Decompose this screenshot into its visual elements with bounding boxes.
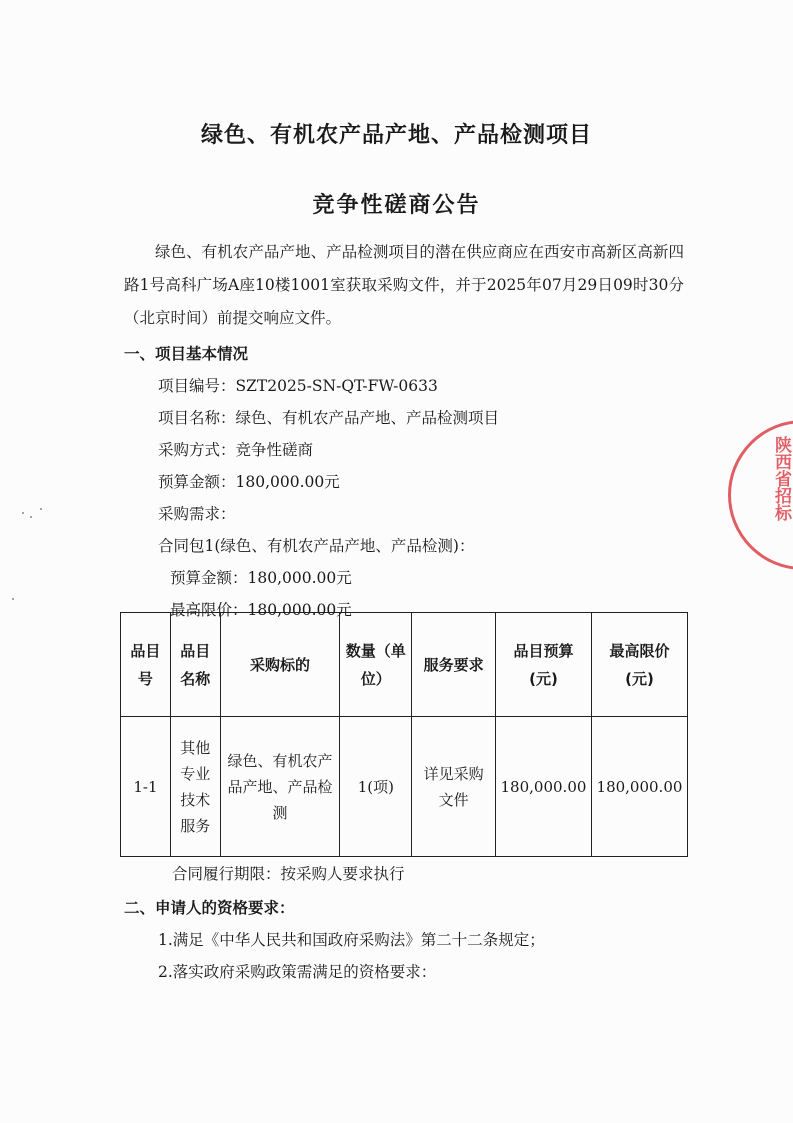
cell-item-name: 其他专业技术服务 <box>170 717 220 857</box>
qualification-item-2: 2.落实政府采购政策需满足的资格要求： <box>158 963 437 981</box>
intro-paragraph: 绿色、有机农产品产地、产品检测项目的潜在供应商应在西安市高新区高新四路1号高科广场A座10楼1001室获取采购文件，并于2025年07月29日09时30分（北京时间）前提交响应文件。 <box>124 243 684 327</box>
qualification-item-1: 1.满足《中华人民共和国政府采购法》第二十二条规定； <box>158 931 545 949</box>
procurement-method: 采购方式：竞争性磋商 <box>158 441 314 459</box>
cell-service: 详见采购文件 <box>412 717 496 857</box>
cell-max-price: 180,000.00 <box>591 717 687 857</box>
table-row <box>121 717 688 857</box>
scan-speck <box>22 512 24 514</box>
contract-package: 合同包1(绿色、有机农产品产地、产品检测)： <box>158 537 475 555</box>
scan-speck <box>12 598 14 600</box>
cell-quantity: 1(项) <box>340 717 412 857</box>
header-quantity: 数量（单位） <box>340 613 412 717</box>
scan-speck <box>40 508 42 510</box>
items-table <box>120 612 688 857</box>
header-budget: 品目预算(元) <box>495 613 591 717</box>
cell-target: 绿色、有机农产品产地、产品检测 <box>220 717 340 857</box>
procurement-needs-label: 采购需求： <box>158 505 236 523</box>
budget-amount: 预算金额：180,000.00元 <box>158 473 340 491</box>
header-service: 服务要求 <box>412 613 496 717</box>
section1-heading: 一、项目基本情况 <box>124 345 249 363</box>
header-target: 采购标的 <box>220 613 340 717</box>
cell-item-no: 1-1 <box>121 717 171 857</box>
seal-text: 陕西省招标 <box>771 436 791 521</box>
document-title: 绿色、有机农产品产地、产品检测项目 <box>200 123 592 148</box>
project-name: 项目名称：绿色、有机农产品产地、产品检测项目 <box>158 409 500 427</box>
header-item-no: 品目号 <box>121 613 171 717</box>
cell-budget: 180,000.00 <box>495 717 591 857</box>
package-max-price: 最高限价：180,000.00元 <box>170 601 352 619</box>
scan-speck <box>30 516 32 518</box>
package-budget: 预算金额：180,000.00元 <box>170 569 352 587</box>
table-header-row <box>121 613 688 717</box>
section2-heading: 二、申请人的资格要求： <box>124 899 295 917</box>
contract-period: 合同履行期限：按采购人要求执行 <box>172 865 405 883</box>
project-number: 项目编号：SZT2025-SN-QT-FW-0633 <box>158 377 438 395</box>
document-subtitle: 竞争性磋商公告 <box>312 193 481 218</box>
header-item-name: 品目名称 <box>170 613 220 717</box>
header-max-price: 最高限价(元) <box>591 613 687 717</box>
